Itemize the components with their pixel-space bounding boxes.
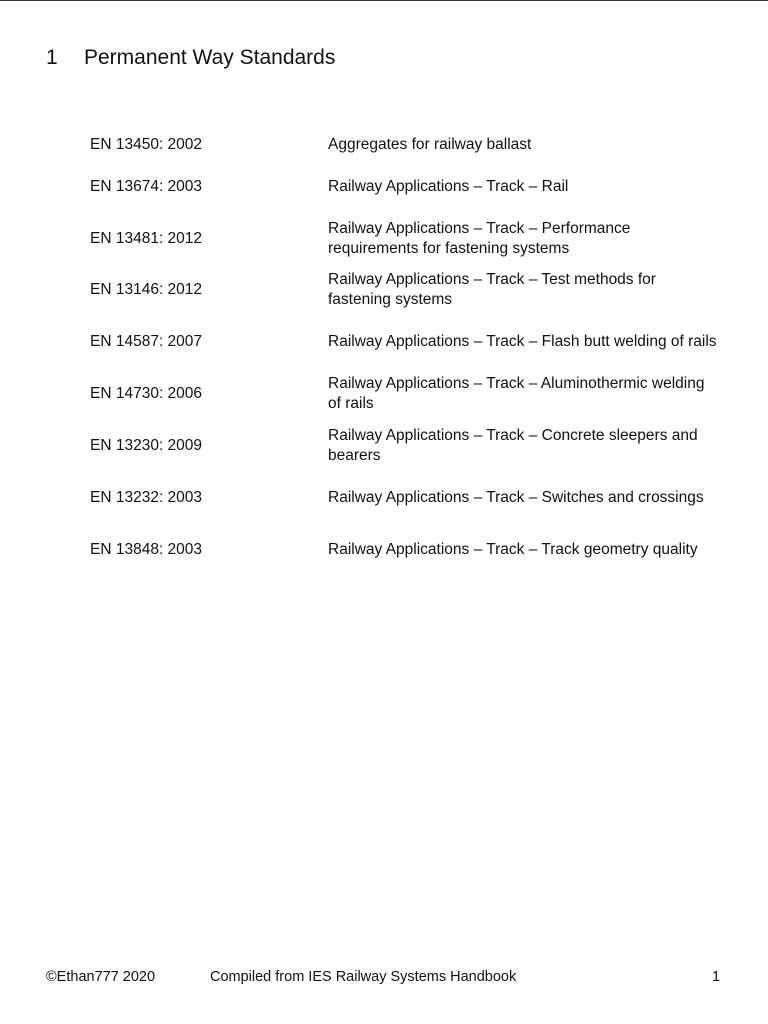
footer-copyright: ©Ethan777 2020: [46, 969, 156, 985]
standard-title: Railway Applications – Track – Rail: [328, 178, 569, 195]
standard-row: [90, 527, 730, 573]
footer-source: Compiled from IES Railway Systems Handbook: [210, 969, 517, 985]
standard-row: [90, 423, 730, 469]
standard-title: Railway Applications – Track – Aluminothermic welding of rails: [328, 375, 705, 412]
standard-row: [90, 371, 730, 417]
standard-code: EN 14730: 2006: [90, 385, 203, 402]
standard-row: [90, 122, 730, 168]
standard-row: [90, 216, 730, 262]
page-number: 1: [712, 969, 721, 985]
standard-title: Railway Applications – Track – Track geometry quality: [328, 541, 698, 558]
section-heading: [46, 45, 335, 71]
standard-row: [90, 319, 730, 365]
section-number: 1: [46, 46, 58, 69]
standard-title: Railway Applications – Track – Concrete sleepers and bearers: [328, 427, 698, 464]
standard-row: [90, 267, 730, 313]
standard-title: Railway Applications – Track – Performance requirements for fastening systems: [328, 220, 631, 257]
standard-title: Railway Applications – Track – Switches and crossings: [328, 489, 704, 506]
standard-title: Railway Applications – Track – Test methods for fastening systems: [328, 271, 656, 308]
standard-code: EN 14587: 2007: [90, 333, 203, 350]
standard-code: EN 13481: 2012: [90, 230, 203, 247]
standard-title: Railway Applications – Track – Flash butt welding of rails: [328, 333, 717, 350]
standard-code: EN 13232: 2003: [90, 489, 203, 506]
standard-code: EN 13450: 2002: [90, 136, 203, 153]
standard-code: EN 13674: 2003: [90, 178, 203, 195]
standard-code: EN 13230: 2009: [90, 437, 203, 454]
section-title: Permanent Way Standards: [84, 46, 336, 69]
standard-code: EN 13146: 2012: [90, 281, 203, 298]
top-border: [0, 0, 768, 1]
standard-row: [90, 164, 730, 210]
standard-code: EN 13848: 2003: [90, 541, 203, 558]
standard-title: Aggregates for railway ballast: [328, 136, 532, 153]
standard-row: [90, 475, 730, 521]
